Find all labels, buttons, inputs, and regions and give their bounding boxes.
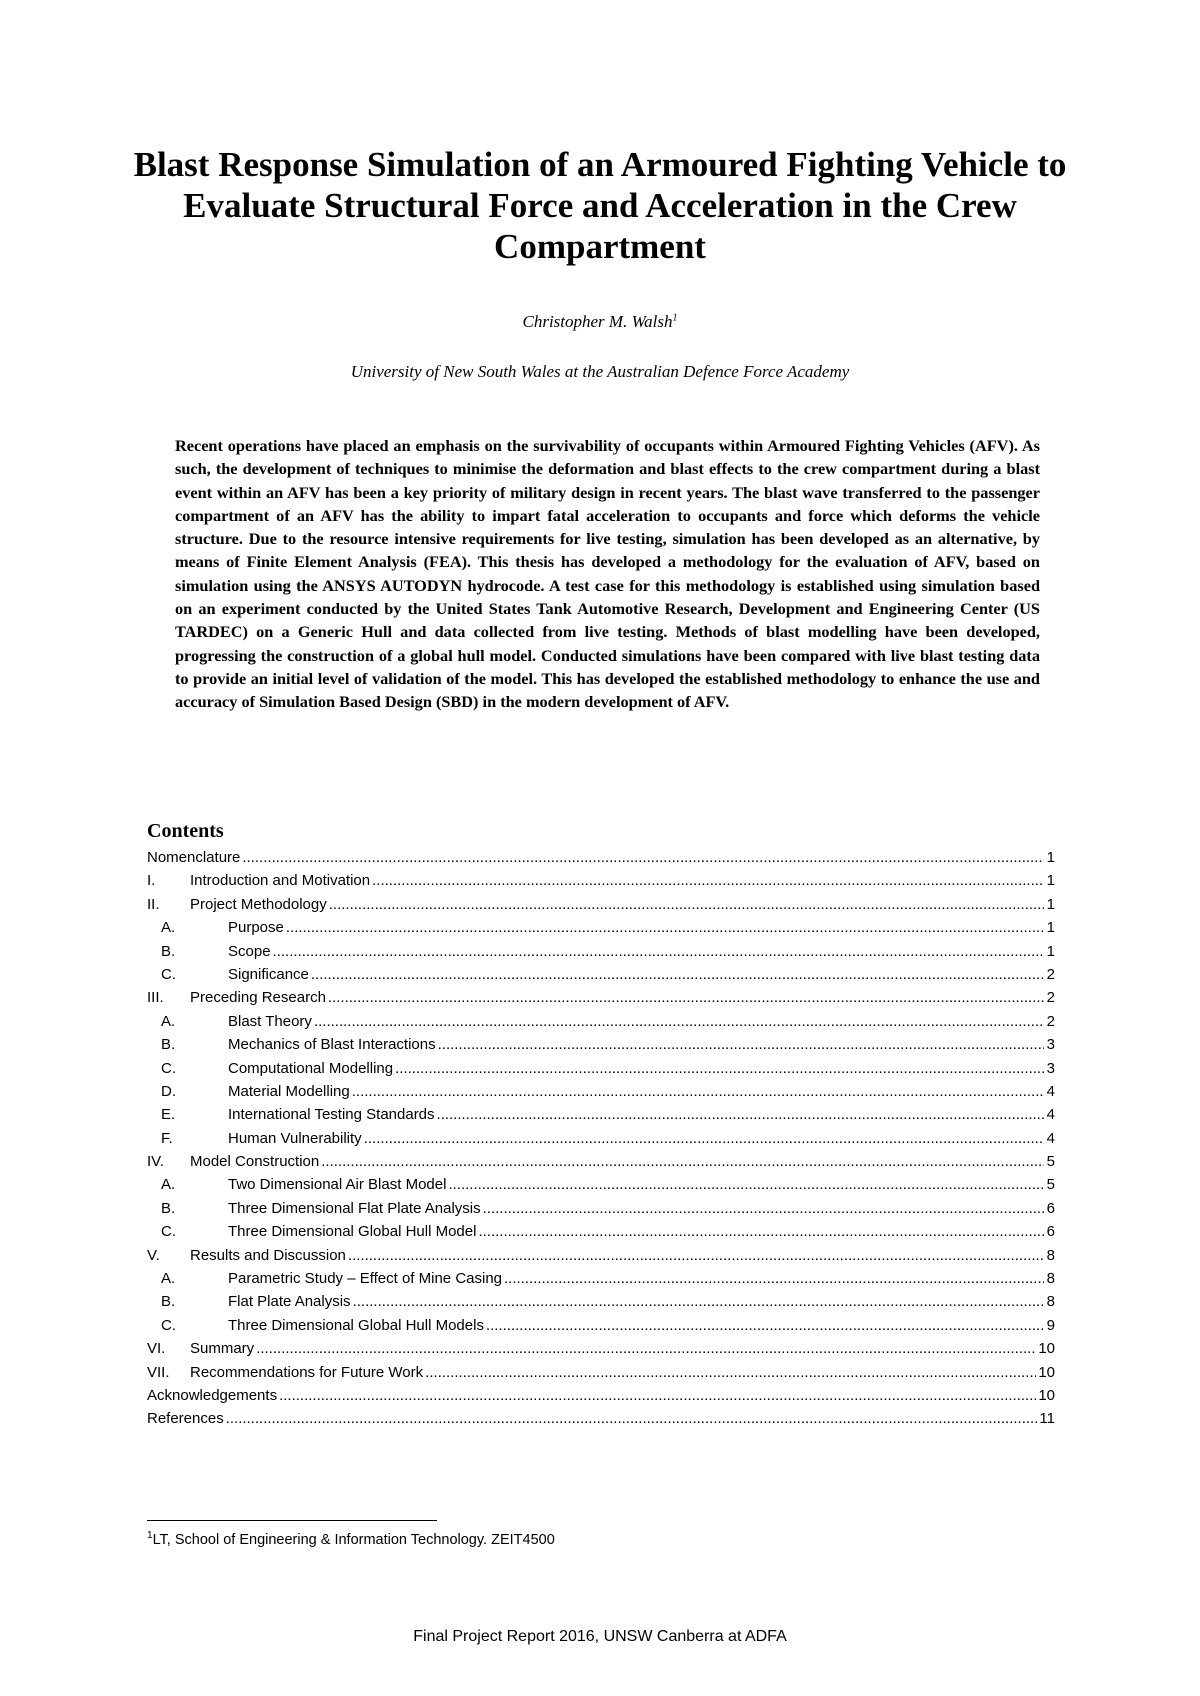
toc-entry-page: 1 [1046, 895, 1055, 913]
toc-entry-number: VI. [147, 1340, 166, 1358]
toc-entry[interactable] [147, 940, 1055, 963]
toc-entry-title: References [147, 1410, 224, 1428]
toc-entry[interactable] [147, 1220, 1055, 1243]
toc-entry-page: 1 [1046, 872, 1055, 890]
toc-entry[interactable] [147, 1173, 1055, 1196]
toc-entry-page: 4 [1046, 1129, 1055, 1147]
toc-leader-dots [286, 916, 1044, 939]
toc-entry[interactable] [147, 963, 1055, 986]
toc-entry-page: 6 [1046, 1223, 1055, 1241]
toc-entry-title: Summary [190, 1340, 255, 1358]
affiliation: University of New South Wales at the Australian Defence Force Academy [350, 362, 850, 381]
toc-entry-title: Introduction and Motivation [190, 872, 371, 890]
toc-entry[interactable] [147, 1267, 1055, 1290]
toc-entry-page: 1 [1046, 919, 1055, 937]
toc-entry[interactable] [147, 1150, 1055, 1173]
toc-entry[interactable] [147, 916, 1055, 939]
toc-entry[interactable] [147, 1010, 1055, 1033]
toc-leader-dots [504, 1267, 1044, 1290]
toc-leader-dots [437, 1103, 1044, 1126]
toc-entry-title: Model Construction [190, 1153, 320, 1171]
toc-leader-dots [486, 1314, 1044, 1337]
toc-entry-title: Parametric Study – Effect of Mine Casing [228, 1270, 503, 1288]
toc-leader-dots [311, 963, 1044, 986]
toc-entry-number: II. [147, 895, 160, 913]
toc-leader-dots [395, 1057, 1044, 1080]
toc-entry-title: Flat Plate Analysis [228, 1293, 351, 1311]
toc-entry-number: B. [161, 1036, 176, 1054]
paper-title: Blast Response Simulation of an Armoured Fighting Vehicle to Evaluate Structural Force and Acceleration in the Crew Compartment [133, 145, 1067, 266]
toc-entry[interactable] [147, 1103, 1055, 1126]
toc-entry-title: Scope [228, 942, 271, 960]
toc-entry-page: 10 [1038, 1386, 1055, 1404]
toc-leader-dots [483, 1197, 1044, 1220]
toc-entry-page: 6 [1046, 1199, 1055, 1217]
toc-entry[interactable] [147, 1033, 1055, 1056]
toc-entry-title: Recommendations for Future Work [190, 1363, 424, 1381]
toc-leader-dots [425, 1361, 1036, 1384]
toc-entry-number: B. [161, 1293, 176, 1311]
toc-leader-dots [329, 893, 1044, 916]
toc-entry-title: Blast Theory [228, 1012, 312, 1030]
footnote-text: LT, School of Engineering & Information Technology. ZEIT4500 [152, 1531, 555, 1548]
toc-entry[interactable] [147, 1080, 1055, 1103]
table-of-contents [147, 846, 1055, 1431]
toc-entry-number: A. [161, 1012, 176, 1030]
toc-entry[interactable] [147, 1361, 1055, 1384]
toc-entry[interactable] [147, 1337, 1055, 1360]
toc-entry-title: Three Dimensional Global Hull Models [228, 1316, 484, 1334]
toc-leader-dots [273, 940, 1044, 963]
toc-leader-dots [448, 1173, 1044, 1196]
toc-entry-number: B. [161, 1199, 176, 1217]
toc-entry[interactable] [147, 1197, 1055, 1220]
toc-leader-dots [438, 1033, 1044, 1056]
toc-entry-page: 1 [1046, 942, 1055, 960]
toc-entry-number: C. [161, 965, 176, 983]
toc-entry-page: 2 [1046, 965, 1055, 983]
footnote [147, 1530, 555, 1548]
toc-entry-page: 10 [1038, 1363, 1055, 1381]
toc-entry[interactable] [147, 1407, 1055, 1430]
toc-entry-title: Three Dimensional Global Hull Model [228, 1223, 477, 1241]
toc-leader-dots [328, 986, 1044, 1009]
author-name: Christopher M. Walsh [522, 312, 673, 331]
toc-entry[interactable] [147, 986, 1055, 1009]
toc-entry-title: Human Vulnerability [228, 1129, 362, 1147]
toc-leader-dots [352, 1080, 1044, 1103]
toc-entry[interactable] [147, 1384, 1055, 1407]
toc-entry-title: Material Modelling [228, 1082, 350, 1100]
toc-entry-title: Three Dimensional Flat Plate Analysis [228, 1199, 481, 1217]
toc-leader-dots [321, 1150, 1044, 1173]
toc-entry-page: 2 [1046, 1012, 1055, 1030]
toc-entry[interactable] [147, 1127, 1055, 1150]
toc-entry-title: Significance [228, 965, 309, 983]
toc-entry-title: Computational Modelling [228, 1059, 394, 1077]
toc-entry-number: I. [147, 872, 156, 890]
toc-entry-number: D. [161, 1082, 176, 1100]
toc-entry-page: 11 [1039, 1410, 1055, 1428]
toc-entry-number: A. [161, 919, 176, 937]
toc-entry-title: Purpose [228, 919, 284, 937]
toc-entry-number: A. [161, 1270, 176, 1288]
toc-leader-dots [314, 1010, 1044, 1033]
toc-entry-page: 4 [1046, 1082, 1055, 1100]
page-footer: Final Project Report 2016, UNSW Canberra at ADFA [413, 1628, 787, 1645]
toc-entry-title: Acknowledgements [147, 1386, 278, 1404]
toc-leader-dots [348, 1244, 1044, 1267]
toc-entry-number: C. [161, 1316, 176, 1334]
toc-entry-title: Mechanics of Blast Interactions [228, 1036, 436, 1054]
toc-entry-page: 2 [1046, 989, 1055, 1007]
toc-leader-dots [256, 1337, 1036, 1360]
toc-entry-number: V. [147, 1246, 160, 1264]
author-line [0, 312, 1200, 332]
toc-entry-page: 8 [1046, 1293, 1055, 1311]
toc-entry-page: 8 [1046, 1270, 1055, 1288]
toc-entry-page: 8 [1046, 1246, 1055, 1264]
toc-entry-number: A. [161, 1176, 176, 1194]
toc-leader-dots [279, 1384, 1036, 1407]
toc-entry[interactable] [147, 1290, 1055, 1313]
toc-entry-number: C. [161, 1059, 176, 1077]
toc-entry[interactable] [147, 846, 1055, 869]
toc-entry-title: Results and Discussion [190, 1246, 346, 1264]
toc-leader-dots [372, 869, 1044, 892]
toc-entry-number: C. [161, 1223, 176, 1241]
toc-entry[interactable] [147, 869, 1055, 892]
toc-leader-dots [226, 1407, 1038, 1430]
toc-entry-page: 3 [1046, 1059, 1055, 1077]
toc-entry-page: 1 [1046, 849, 1055, 866]
abstract: Recent operations have placed an emphasis on the survivability of occupants within Armoured Fighting Vehicles (AFV). As such, the development of techniques to minimise the deformation and blast effects to the crew compartment during a blast event within an AFV has been a key priority of military design in recent years. The blast wave transferred to the passenger compartment of an AFV has the ability to impart fatal acceleration to occupants and force which deforms the vehicle structure. Due to the resource intensive requirements for live testing, simulation has been developed as an alternative, by means of Finite Element Analysis (FEA). This thesis has developed a methodology for the evaluation of AFV, based on simulation using the ANSYS AUTODYN hydrocode. A test case for this methodology is established using simulation based on an experiment conducted by the United States Tank Automotive Research, Development and Engineering Center (US TARDEC) on a Generic Hull and data collected from live testing. Methods of blast modelling have been developed, progressing the construction of a global hull model. Conducted simulations have been compared with live blast testing data to provide an initial level of validation of the model. This has developed the established methodology to enhance the use and accuracy of Simulation Based Design (SBD) in the modern development of AFV. [175, 436, 1040, 712]
toc-entry-title: Preceding Research [190, 989, 326, 1007]
footnote-mark: 1 [147, 1530, 153, 1541]
toc-entry-page: 5 [1046, 1153, 1055, 1171]
toc-leader-dots [353, 1290, 1044, 1313]
toc-entry-number: IV. [147, 1153, 164, 1171]
toc-entry-page: 10 [1038, 1340, 1055, 1358]
toc-entry[interactable] [147, 893, 1055, 916]
toc-entry-title: Nomenclature [147, 849, 241, 866]
contents-heading: Contents [147, 820, 224, 842]
toc-entry[interactable] [147, 1244, 1055, 1267]
toc-entry-number: VII. [147, 1363, 170, 1381]
toc-entry-number: F. [161, 1129, 173, 1147]
toc-entry-title: Project Methodology [190, 895, 327, 913]
toc-entry-title: International Testing Standards [228, 1106, 435, 1124]
toc-entry-number: III. [147, 989, 164, 1007]
toc-entry-page: 4 [1046, 1106, 1055, 1124]
author-footnote-mark: 1 [672, 312, 678, 324]
toc-leader-dots [478, 1220, 1044, 1243]
toc-entry-number: B. [161, 942, 176, 960]
toc-leader-dots [364, 1127, 1044, 1150]
toc-entry-number: E. [161, 1106, 176, 1124]
toc-entry-page: 9 [1046, 1316, 1055, 1334]
toc-entry-title: Two Dimensional Air Blast Model [228, 1176, 447, 1194]
toc-leader-dots [242, 846, 1044, 869]
footnote-divider [147, 1520, 437, 1521]
toc-entry[interactable] [147, 1314, 1055, 1337]
toc-entry-page: 5 [1046, 1176, 1055, 1194]
toc-entry[interactable] [147, 1057, 1055, 1080]
toc-entry-page: 3 [1046, 1036, 1055, 1054]
